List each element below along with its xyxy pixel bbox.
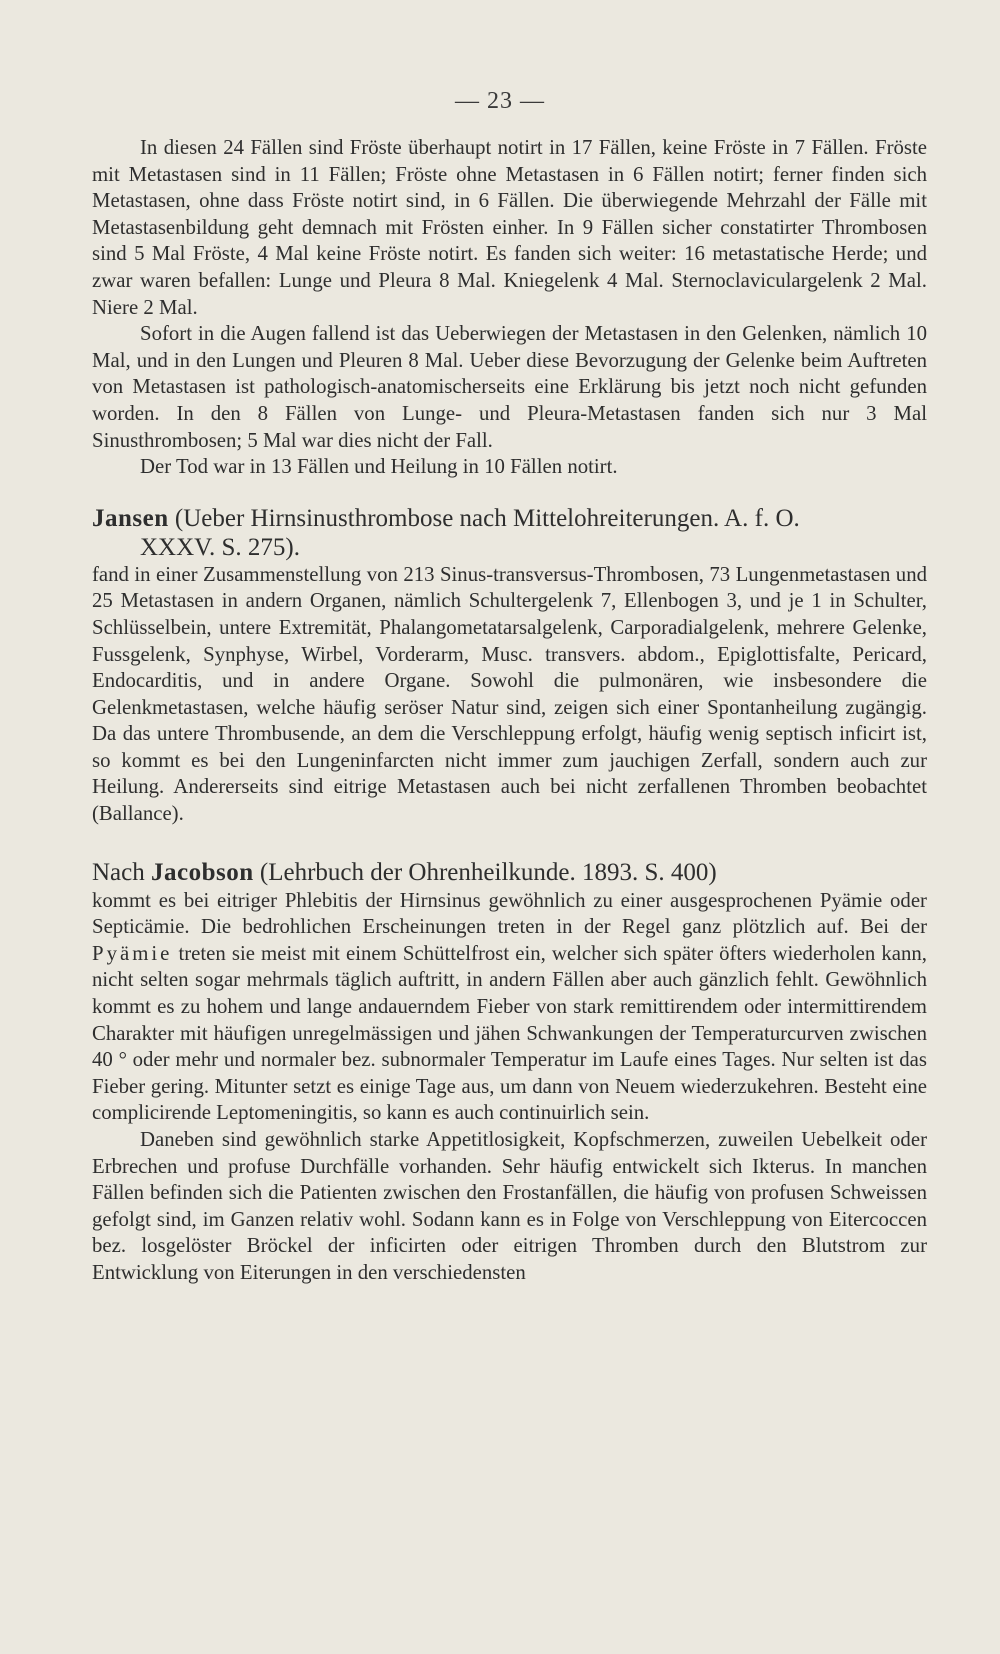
author-name-jansen: Jansen <box>92 504 169 532</box>
jacobson-prefix: Nach <box>92 858 145 886</box>
jacobson-citation: (Lehrbuch der Ohrenheilkunde. 1893. S. 400) <box>259 858 717 886</box>
jansen-heading <box>92 504 927 562</box>
page-body <box>92 135 927 1287</box>
emphasized-word-pyaemie: Pyämie <box>92 941 173 965</box>
page-number: — 23 — <box>455 88 545 114</box>
jansen-citation-line1: (Ueber Hirnsinusthrombose nach Mittelohreiterungen. A. f. O. <box>174 504 800 532</box>
jacobson-paragraph-2: Daneben sind gewöhnlich starke Appetitlosigkeit, Kopfschmerzen, zuweilen Uebelkeit oder Erbrechen und profuse Durchfälle vorhanden. Sehr häufig entwickelt sich Ikterus. In manchen Fällen befinden sich die Patienten zwischen den Frostanfällen, die häufig von profusen Schweissen gefolgt sind, im Ganzen relativ wohl. Sodann kann es in Folge von Verschleppung von Eitercoccen bez. losgelöster Bröckel der inficirten oder eitrigen Thromben durch den Blutstrom zur Entwicklung von Eiterungen in den verschiedensten <box>92 1128 927 1284</box>
paragraph-outcome: Der Tod war in 13 Fällen und Heilung in 10 Fällen notirt. <box>140 455 618 479</box>
jacobson-text-before: kommt es bei eitriger Phlebitis der Hirnsinus gewöhnlich zu einer ausgesprochenen Pyämie oder Septicämie. Die bedrohlichen Erscheinungen treten in der Regel ganz plötzlich auf. Bei der <box>92 888 927 939</box>
paragraph-statistics: In diesen 24 Fällen sind Fröste überhaupt notirt in 17 Fällen, keine Fröste in 7 Fällen. Fröste mit Metastasen sind in 11 Fällen; Fröste ohne Metastasen in 6 Fällen notirt; ferner finden sich Metastasen, ohne dass Fröste notirt sind, in 6 Fällen. Die überwiegende Mehrzahl der Fälle mit Metastasenbildung geht demnach mit Frösten einher. In 9 Fällen sicher constatirter Thrombosen sind 5 Mal Fröste, 4 Mal keine Fröste notirt. Es fanden sich weiter: 16 metastatische Herde; und zwar waren befallen: Lunge und Pleura 8 Mal. Kniegelenk 4 Mal. Sternoclaviculargelenk 2 Mal. Niere 2 Mal. <box>92 136 927 319</box>
author-name-jacobson: Jacobson <box>151 858 254 886</box>
paragraph-metastases-joints: Sofort in die Augen fallend ist das Ueberwiegen der Metastasen in den Gelenken, nämlich 10 Mal, und in den Lungen und Pleuren 8 Mal. Ueber diese Bevorzugung der Gelenke beim Auftreten von Metastasen ist pathologisch-anatomischerseits eine Erklärung bis jetzt noch nicht gefunden worden. In den 8 Fällen von Lunge- und Pleura-Metastasen fanden sich nur 3 Mal Sinusthrombosen; 5 Mal war dies nicht der Fall. <box>92 322 927 452</box>
jacobson-heading <box>92 858 927 888</box>
jacobson-text-after: treten sie meist mit einem Schüttelfrost ein, welcher sich später öfters wiederholen kann, nicht selten sogar mehrmals täglich auftritt, in andern Fällen aber auch gänzlich fehlt. Gewöhnlich kommt es zu hohem und lange andauerndem Fieber von stark remittirendem oder intermittirendem Charakter mit häufigen unregelmässigen und jähen Schwankungen der Temperaturcurven zwischen 40 ° oder mehr und normaler bez. subnormaler Temperatur im Laufe eines Tages. Nur selten ist das Fieber gering. Mitunter setzt es einige Tage aus, um dann von Neuem wiederzukehren. Besteht eine complicirende Leptomeningitis, so kann es auch continuirlich sein. <box>92 941 927 1125</box>
jacobson-paragraph <box>92 888 927 1127</box>
jansen-paragraph: fand in einer Zusammenstellung von 213 Sinus-transversus-Thrombosen, 73 Lungenmetastasen und 25 Metastasen in andern Organen, nämlich Schultergelenk 7, Ellenbogen 3, und je 1 in Schulter, Schlüsselbein, untere Extremität, Phalangometatarsalgelenk, Carporadialgelenk, mehrere Gelenke, Fussgelenk, Synphyse, Wirbel, Vorderarm, Musc. transvers. abdom., Epiglottisfalte, Pericard, Endocarditis, und in andere Organe. Sowohl die pulmonären, wie insbesondere die Gelenkmetastasen, welche häufig seröser Natur sind, zeigen sich einer Spontanheilung zugängig. Da das untere Thrombusende, an dem die Verschleppung erfolgt, häufig wenig septisch inficirt ist, so kommt es bei den Lungeninfarcten nicht immer zum jauchigen Zerfall, sondern auch zur Heilung. Andererseits sind eitrige Metastasen auch bei nicht zerfallenen Thromben beobachtet (Ballance). <box>92 562 927 826</box>
jansen-citation-line2: XXXV. S. 275). <box>140 533 300 561</box>
